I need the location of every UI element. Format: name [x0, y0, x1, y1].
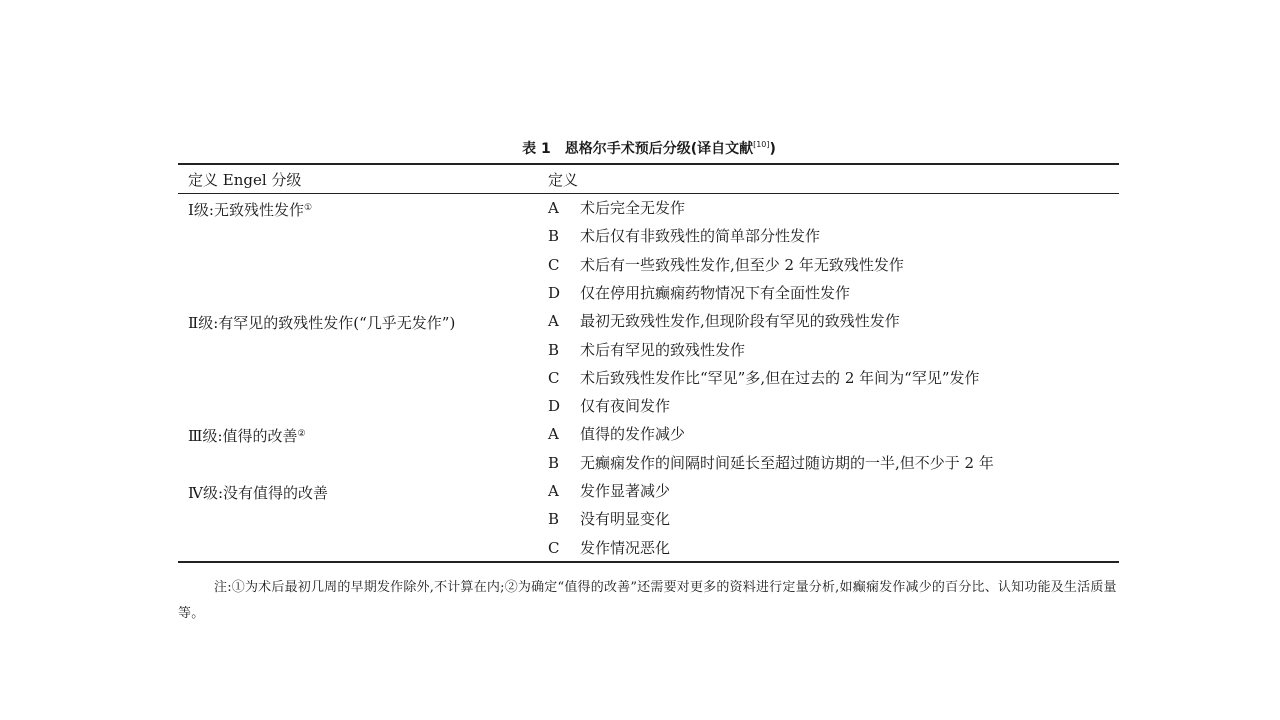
table-row: [178, 308, 1119, 336]
grade-label: Ⅳ级:没有值得的改善: [188, 484, 329, 502]
subgrade-letter: B: [548, 340, 560, 359]
grade-label: Ⅲ级:值得的改善: [188, 427, 298, 446]
header-definition: 定义: [548, 171, 579, 189]
subgrade-letter: A: [548, 199, 559, 217]
definition-cell: 发作情况恶化: [580, 538, 671, 557]
table-row: [178, 393, 1119, 421]
definition-cell: 仅在停用抗癫痫药物情况下有全面性发作: [580, 283, 851, 302]
table-caption: [0, 134, 1280, 160]
definition-cell: 术后致残性发作比“罕见”多,但在过去的 2 年间为“罕见”发作: [580, 368, 980, 387]
definition-cell: 术后仅有非致残性的简单部分性发作: [580, 227, 821, 246]
table-row: [178, 252, 1119, 280]
definition-cell: 值得的发作减少: [580, 425, 686, 444]
grade-footnote-mark: ②: [297, 429, 306, 440]
table-row: [178, 421, 1119, 449]
definition-cell: 仅有夜间发作: [580, 397, 671, 416]
subgrade-letter: D: [548, 283, 561, 302]
grade-label: Ⅱ级:有罕见的致残性发作(“几乎无发作”): [188, 314, 456, 333]
table-footnote: 注:①为术后最初几周的早期发作除外,不计算在内;②为确定“值得的改善”还需要对更多的资料进行定量分析,如癫痫发作减少的百分比、认知功能及生活质量等。: [178, 580, 1117, 621]
table-row: [178, 223, 1119, 251]
grade-cell: [188, 198, 312, 220]
subgrade-letter: A: [548, 425, 559, 444]
subgrade-letter: A: [548, 312, 559, 331]
table-row: [178, 450, 1119, 478]
caption-text: 表 1 恩格尔手术预后分级(译自文献: [522, 141, 754, 157]
definition-cell: 术后有罕见的致残性发作: [580, 340, 746, 359]
caption-reference: [10]: [753, 140, 770, 149]
definition-cell: 无癫痫发作的间隔时间延长至超过随访期的一半,但不少于 2 年: [580, 453, 994, 472]
table-row: [178, 506, 1119, 534]
table-bottom-rule: [178, 561, 1119, 563]
grade-label: Ⅰ级:无致残性发作: [188, 201, 304, 219]
subgrade-letter: A: [548, 482, 559, 500]
table-row: [178, 280, 1119, 308]
table-row: [178, 478, 1119, 506]
subgrade-letter: B: [548, 453, 560, 472]
table-top-rule: [178, 163, 1119, 165]
subgrade-letter: B: [548, 510, 560, 529]
definition-cell: 术后完全无发作: [580, 199, 686, 217]
grade-cell: [188, 481, 328, 503]
subgrade-letter: C: [548, 538, 560, 557]
subgrade-letter: C: [548, 255, 560, 274]
table-header-rule: [178, 193, 1119, 194]
caption-close: ): [769, 141, 776, 157]
subgrade-letter: D: [548, 397, 561, 416]
definition-cell: 最初无致残性发作,但现阶段有罕见的致残性发作: [580, 312, 900, 331]
definition-cell: 术后有一些致残性发作,但至少 2 年无致残性发作: [580, 255, 904, 274]
table-row: [178, 337, 1119, 365]
subgrade-letter: C: [548, 368, 560, 387]
grade-cell: [188, 311, 455, 333]
header-grade: 定义 Engel 分级: [188, 171, 302, 189]
table-row: [178, 195, 1119, 223]
grade-cell: [188, 424, 306, 446]
table-row: [178, 535, 1119, 563]
grade-footnote-mark: ①: [303, 203, 313, 213]
definition-cell: 发作显著减少: [580, 482, 671, 500]
definition-cell: 没有明显变化: [580, 510, 671, 529]
subgrade-letter: B: [548, 227, 560, 246]
table-row: [178, 365, 1119, 393]
